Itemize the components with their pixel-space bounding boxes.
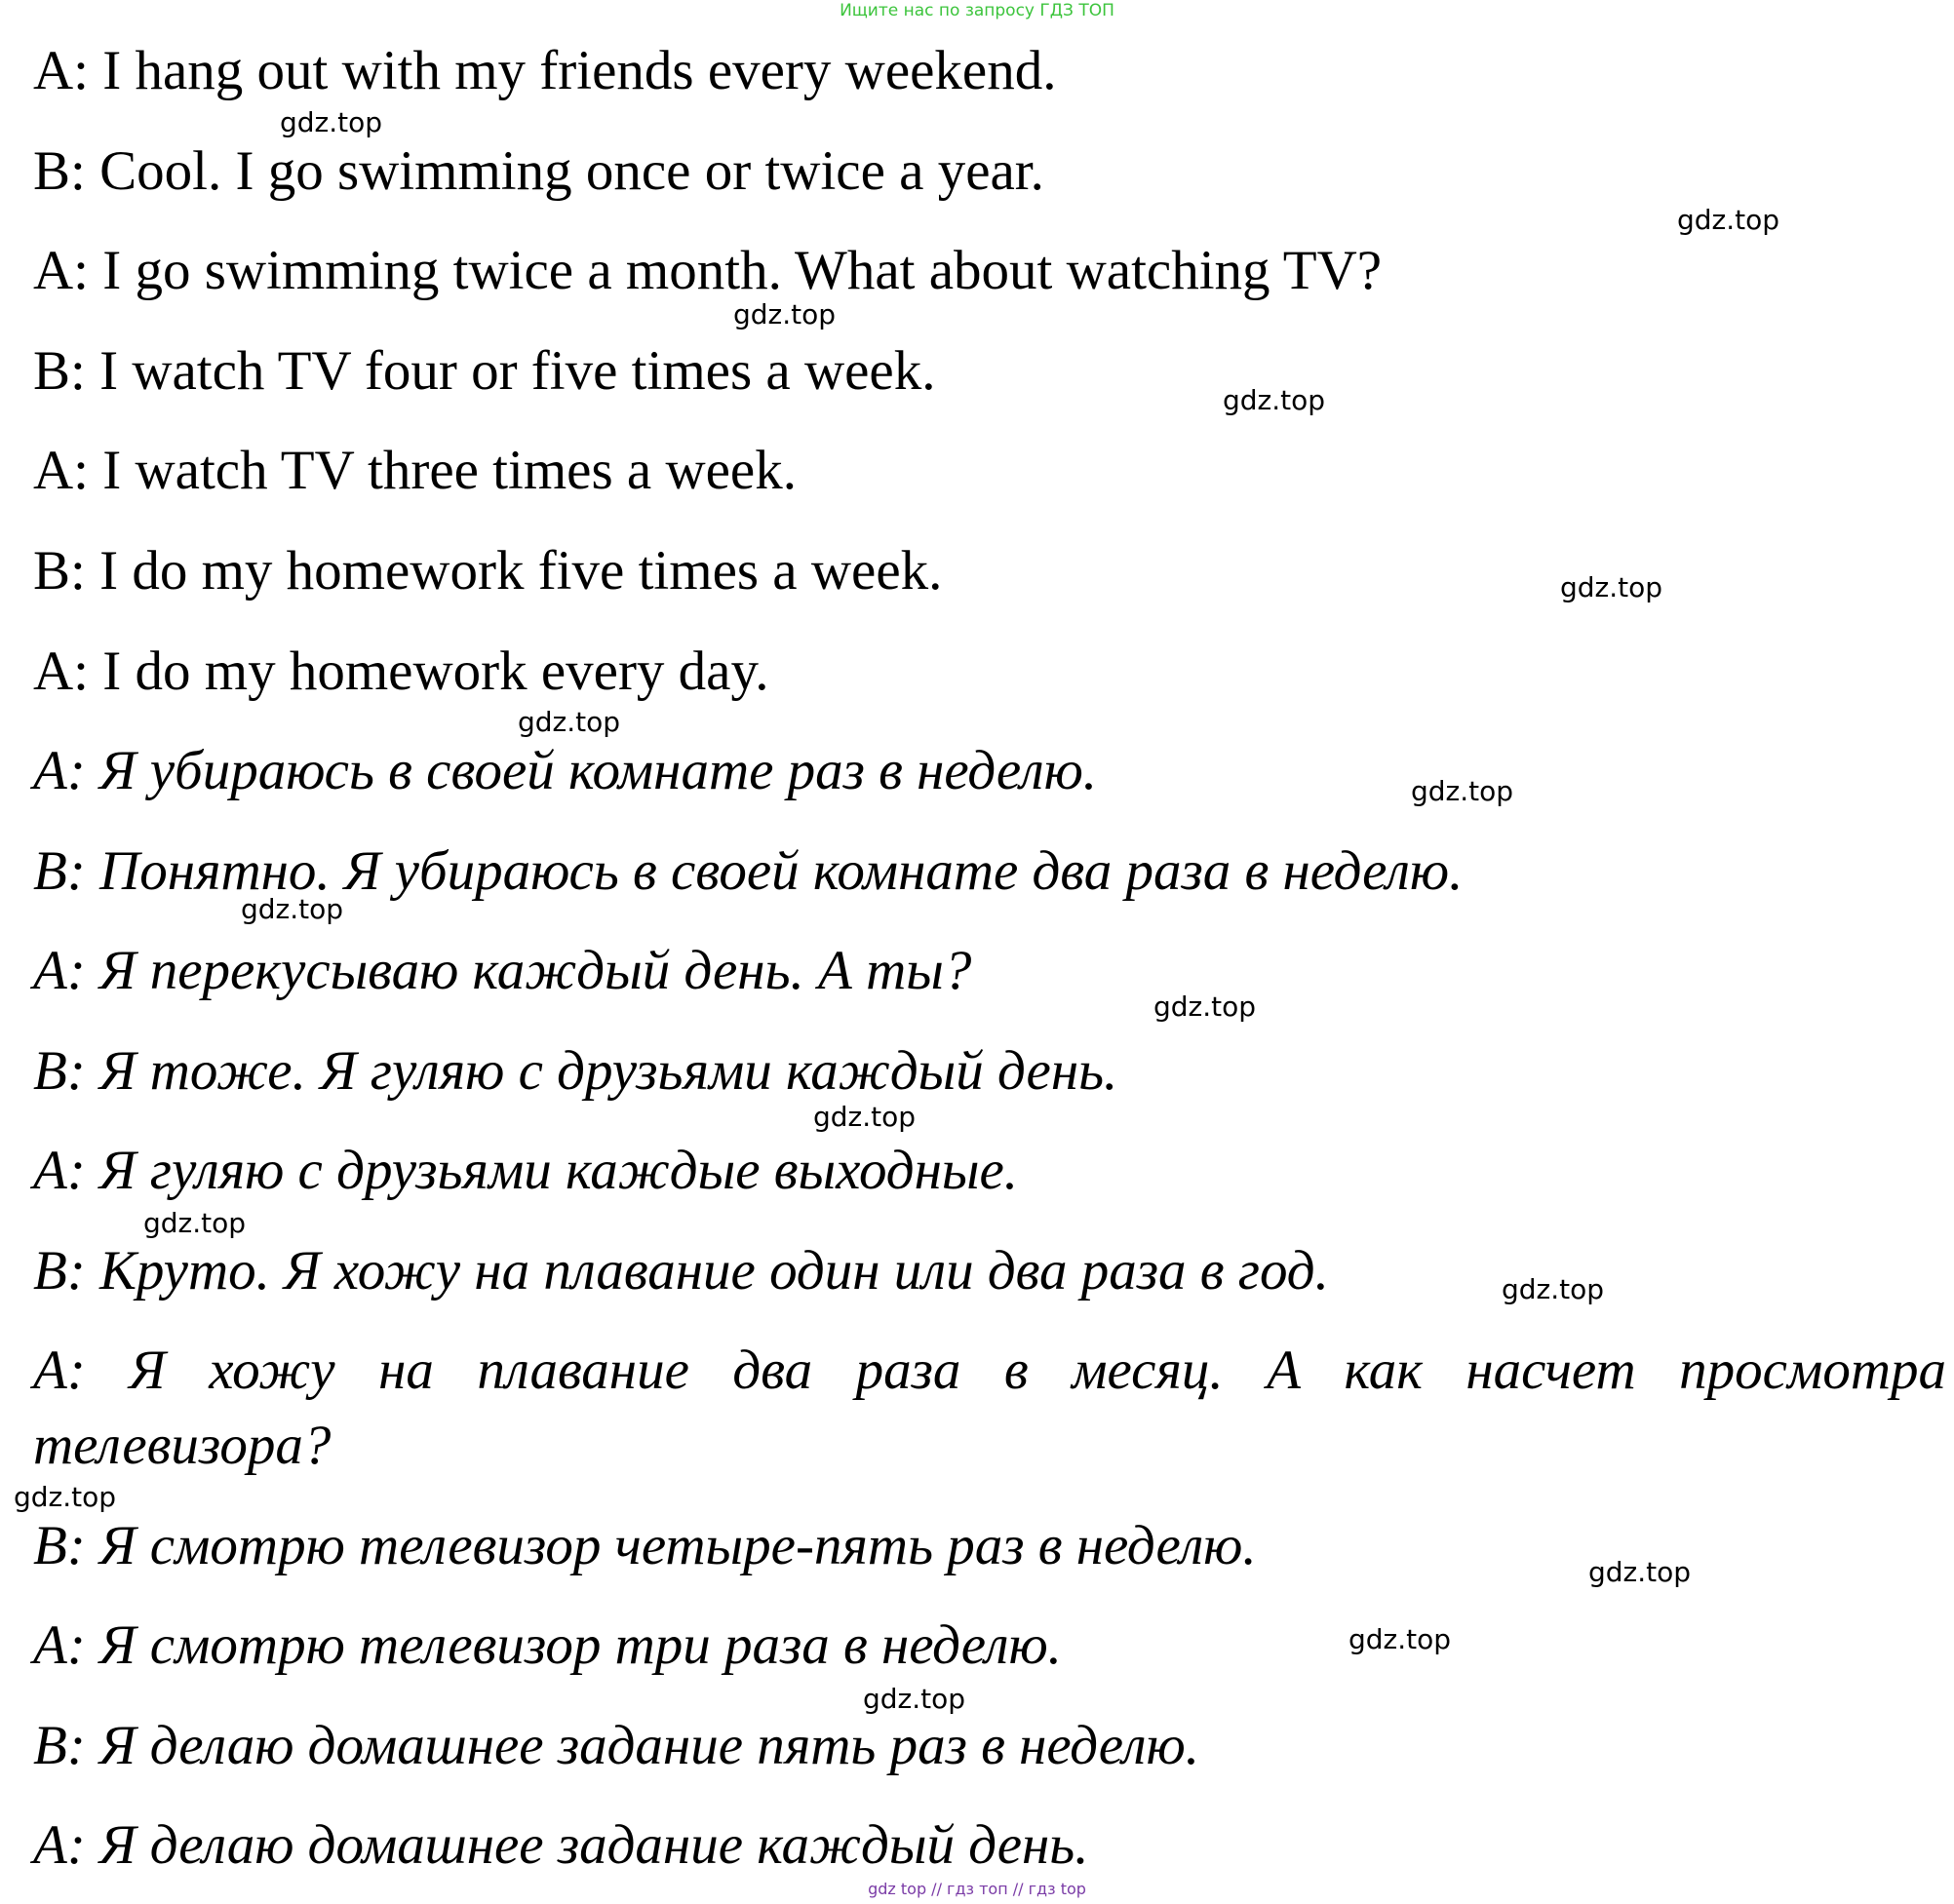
dialogue-line-en-5: A: I watch TV three times a week. [33, 440, 797, 501]
footer-links: gdz top // гдз топ // гдз top [868, 1880, 1086, 1898]
watermark: gdz.top [1502, 1273, 1605, 1305]
dialogue-line-ru-10: B: Я делаю домашнее задание пять раз в неделю. [33, 1715, 1199, 1776]
dialogue-line-en-3: A: I go swimming twice a month. What about watching TV? [33, 240, 1383, 301]
watermark: gdz.top [813, 1101, 917, 1133]
watermark: gdz.top [1560, 571, 1663, 603]
top-banner: Ищите нас по запросу ГДЗ ТОП [840, 1, 1114, 20]
watermark: gdz.top [1348, 1623, 1452, 1655]
watermark: gdz.top [733, 298, 837, 330]
dialogue-line-ru-7-continuation: телевизора? [33, 1415, 332, 1476]
dialogue-line-ru-3: A: Я перекусываю каждый день. А ты? [33, 940, 972, 1001]
watermark: gdz.top [1677, 204, 1780, 236]
dialogue-line-ru-11: A: Я делаю домашнее задание каждый день. [33, 1814, 1089, 1876]
dialogue-line-en-1: A: I hang out with my friends every weekend. [33, 40, 1057, 101]
watermark: gdz.top [241, 893, 344, 925]
dialogue-line-en-2: B: Cool. I go swimming once or twice a year. [33, 140, 1044, 202]
dialogue-line-ru-6: B: Круто. Я хожу на плавание один или два раза в год. [33, 1240, 1329, 1302]
watermark: gdz.top [518, 706, 621, 738]
dialogue-line-ru-1: A: Я убираюсь в своей комнате раз в неделю. [33, 740, 1098, 801]
dialogue-line-ru-2: B: Понятно. Я убираюсь в своей комнате два раза в неделю. [33, 840, 1464, 902]
watermark: gdz.top [1223, 384, 1326, 416]
dialogue-line-ru-8: B: Я смотрю телевизор четыре-пять раз в неделю. [33, 1515, 1257, 1576]
dialogue-line-ru-9: A: Я смотрю телевизор три раза в неделю. [33, 1614, 1062, 1676]
watermark: gdz.top [14, 1481, 117, 1513]
dialogue-line-en-6: B: I do my homework five times a week. [33, 540, 943, 602]
dialogue-line-ru-7: A: Я хожу на плавание два раза в месяц. А как насчет просмотра [33, 1340, 1946, 1401]
dialogue-line-ru-4: B: Я тоже. Я гуляю с друзьями каждый день. [33, 1040, 1118, 1102]
dialogue-line-en-4: B: I watch TV four or five times a week. [33, 340, 936, 402]
watermark: gdz.top [1153, 991, 1257, 1023]
dialogue-line-ru-5: A: Я гуляю с друзьями каждые выходные. [33, 1140, 1019, 1201]
watermark: gdz.top [143, 1207, 247, 1239]
watermark: gdz.top [1411, 775, 1514, 807]
dialogue-line-en-7: A: I do my homework every day. [33, 641, 769, 702]
watermark: gdz.top [863, 1683, 966, 1715]
watermark: gdz.top [1588, 1556, 1692, 1588]
watermark: gdz.top [280, 106, 383, 138]
